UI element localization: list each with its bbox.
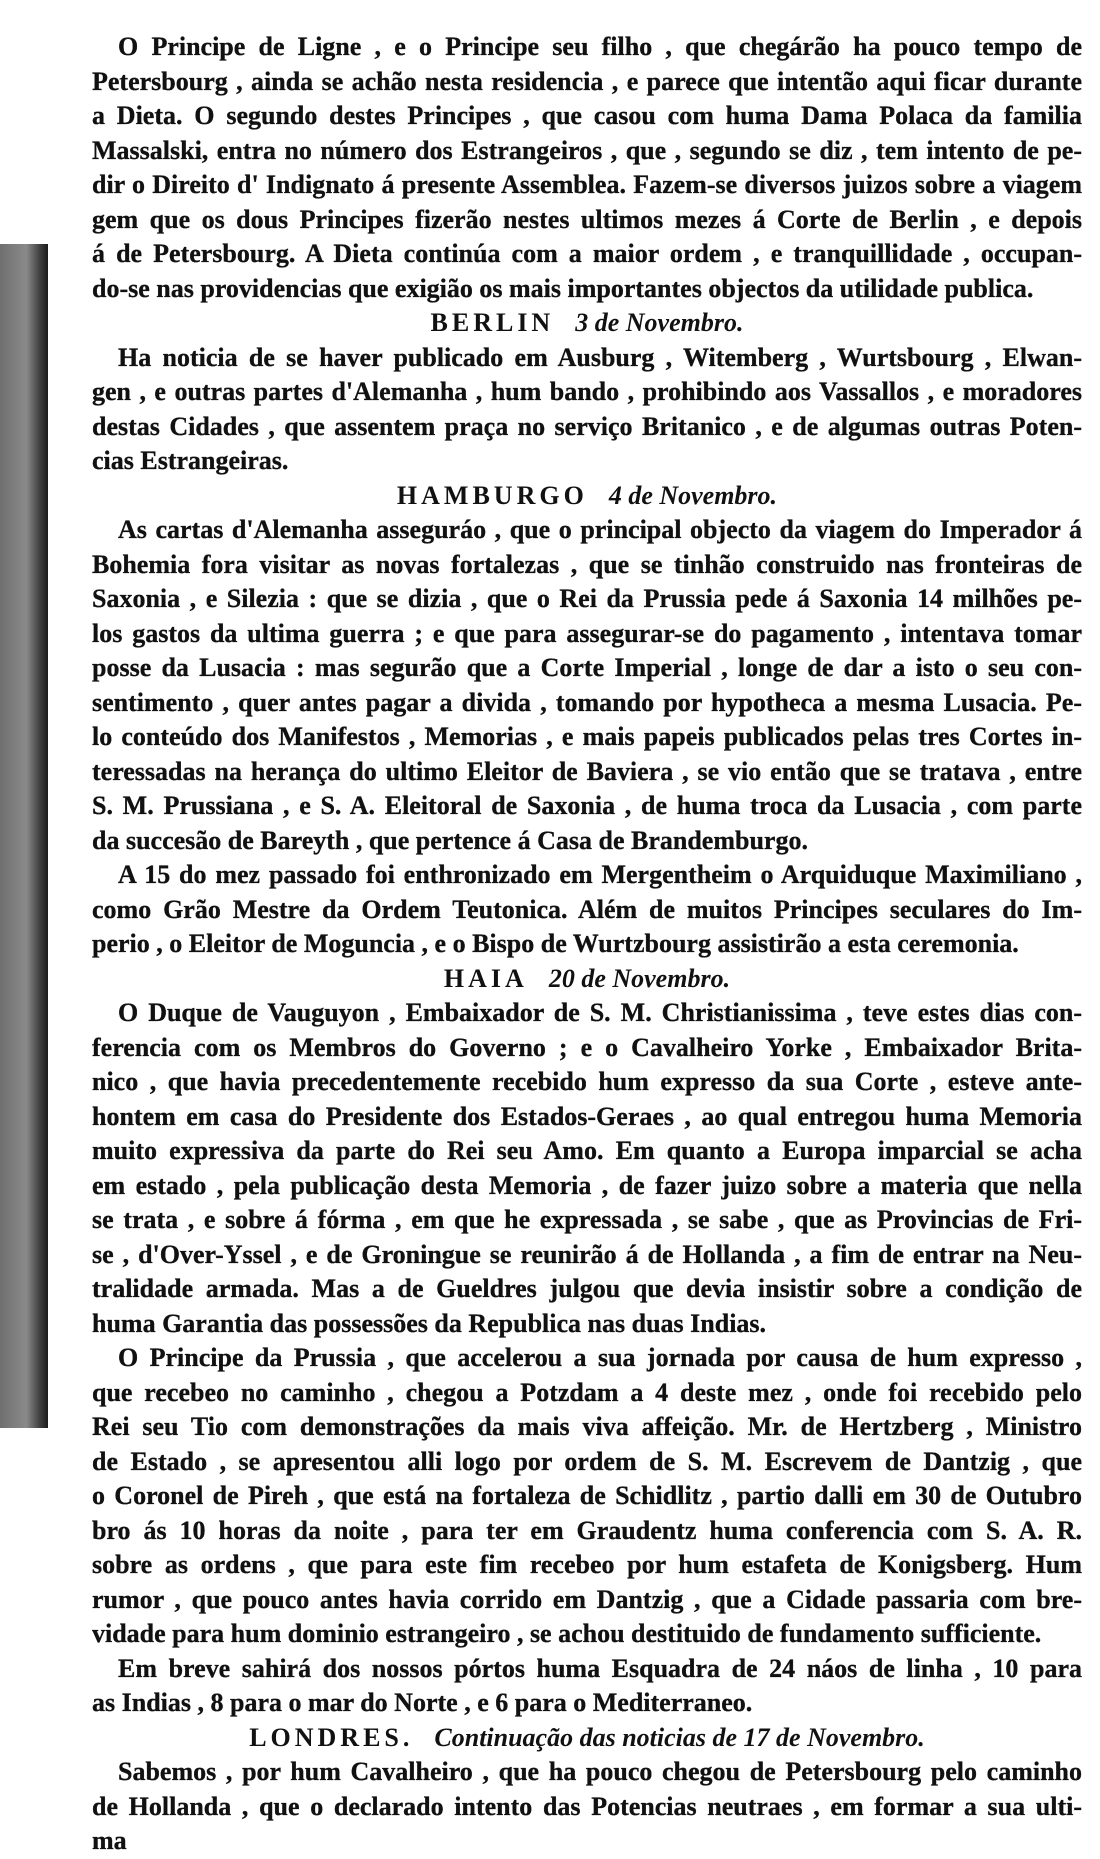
text-line: vidade para hum dominio estrangeiro , se achou destituido de fundamento sufficiente. <box>92 1619 1042 1648</box>
text-line: dir o Direito d' Indignato á presente Assemblea. Fazem-se diversos juizos sobre a viagem <box>92 170 1082 199</box>
text-line: Massalski, entra no número dos Estrangeiros , que , segundo se diz , tem intento de pe- <box>92 135 1082 165</box>
text-line: o Coronel de Pireh , que está na fortaleza de Schidlitz , partio dalli em 30 de Outubro <box>92 1481 1082 1510</box>
text-line: As cartas d'Alemanha asseguráo , que o principal objecto da viagem do Imperador á <box>118 515 1082 544</box>
text-line: huma Garantia das possessões da Republica nas duas Indias. <box>92 1308 767 1338</box>
text-line: á de Petersbourg. A Dieta continúa com a maior ordem , e tranquillidade , occupan- <box>92 239 1082 268</box>
article-paragraph <box>92 858 1082 962</box>
text-line: em estado , pela publicação desta Memoria , de fazer juizo sobre a materia que nella <box>92 1170 1082 1200</box>
dateline-city: HAIA <box>443 963 528 993</box>
text-line: Saxonia , e Silezia : que se dizia , que o Rei da Prussia pede á Saxonia 14 milhões pe- <box>92 584 1082 613</box>
text-line: Rei seu Tio com demonstrações da mais viva affeição. Mr. de Hertzberg , Ministro <box>92 1412 1082 1441</box>
dateline-heading <box>92 306 1082 341</box>
text-line: que recebeo no caminho , chegou a Potzdam a 4 deste mez , onde foi recebido pelo <box>92 1377 1082 1407</box>
dateline-city: HAMBURGO <box>396 480 588 510</box>
text-line: da succesão de Bareyth , que pertence á Casa de Brandemburgo. <box>92 825 808 855</box>
article-paragraph <box>92 996 1082 1341</box>
dateline-date: 20 de Novembro. <box>548 963 731 993</box>
text-line: de Estado , se apresentou alli logo por ordem de S. M. Escrevem de Dantzig , que <box>92 1446 1082 1476</box>
article-paragraph <box>92 1341 1082 1652</box>
text-line: Bohemia fora visitar as novas fortalezas , que se tinhão construido nas fronteiras de <box>92 549 1082 579</box>
text-line: posse da Lusacia : mas segurão que a Corte Imperial , longe de dar a isto o seu con- <box>92 653 1082 682</box>
text-line: do-se nas providencias que exigião os mais importantes objectos da utilidade publica. <box>92 273 1034 303</box>
text-line: O Principe de Ligne , e o Principe seu filho , que chegárão ha pouco tempo de <box>118 32 1082 61</box>
dateline-heading <box>92 962 1082 997</box>
text-line: de Hollanda , que o declarado intento das Potencias neutraes , em formar a sua ulti- <box>92 1791 1082 1821</box>
text-line: O Duque de Vauguyon , Embaixador de S. M. Christianissima , teve estes dias con- <box>118 998 1082 1027</box>
text-line: cias Estrangeiras. <box>92 446 289 475</box>
article-paragraph <box>92 30 1082 306</box>
article-paragraph <box>92 1652 1082 1721</box>
text-line: se trata , e sobre á fórma , em que he expressada , se sabe , que as Provincias de Fri- <box>92 1205 1082 1234</box>
text-line: as Indias , 8 para o mar do Norte , e 6 para o Mediterraneo. <box>92 1688 753 1717</box>
article-paragraph <box>92 1755 1082 1859</box>
text-line: Em breve sahirá dos nossos pórtos huma Esquadra de 24 náos de linha , 10 para <box>118 1653 1082 1683</box>
text-line: los gastos da ultima guerra ; e que para assegurar-se do pagamento , intentava tomar <box>92 618 1082 648</box>
text-line: ma <box>92 1826 127 1855</box>
article-paragraph <box>92 513 1082 858</box>
dateline-date: Continuação das noticias de 17 de Novembro. <box>434 1722 925 1752</box>
text-line: sentimento , quer antes pagar a divida , tomando por hypotheca a mesma Lusacia. Pe- <box>92 687 1082 717</box>
text-line: hontem em casa do Presidente dos Estados-Geraes , ao qual entregou huma Memoria <box>92 1101 1082 1131</box>
dateline-heading <box>92 1721 1082 1756</box>
text-line: se , d'Over-Yssel , e de Groningue se reunirão á de Hollanda , a fim de entrar na Neu- <box>92 1239 1082 1269</box>
article-paragraph <box>92 341 1082 479</box>
text-line: destas Cidades , que assentem praça no serviço Britanico , e de algumas outras Poten- <box>92 411 1082 441</box>
text-line: como Grão Mestre da Ordem Teutonica. Além de muitos Principes seculares do Im- <box>92 894 1082 924</box>
text-line: bro ás 10 horas da noite , para ter em Graudentz huma conferencia com S. A. R. <box>92 1515 1082 1545</box>
dateline-date: 4 de Novembro. <box>608 480 778 510</box>
text-line: nico , que havia precedentemente recebido hum expresso da sua Corte , esteve ante- <box>92 1067 1082 1096</box>
text-line: A 15 do mez passado foi enthronizado em Mergentheim o Arquiduque Maximiliano , <box>118 860 1082 889</box>
text-line: O Principe da Prussia , que accelerou a sua jornada por causa de hum expresso , <box>118 1343 1082 1372</box>
dateline-heading <box>92 479 1082 514</box>
gazette-page <box>92 30 1082 1855</box>
text-line: gen , e outras partes d'Alemanha , hum bando , prohibindo aos Vassallos , e moradores <box>92 377 1082 406</box>
text-line: teressadas na herança do ultimo Eleitor de Baviera , se vio então que se tratava , entre <box>92 756 1082 786</box>
dateline-city: LONDRES. <box>249 1722 414 1752</box>
text-line: gem que os dous Principes fizerão nestes ultimos mezes á Corte de Berlin , e depois <box>92 204 1082 234</box>
text-line: tralidade armada. Mas a de Gueldres julgou que devia insistir sobre a condição de <box>92 1274 1082 1303</box>
text-line: Ha noticia de se haver publicado em Ausburg , Witemberg , Wurtsbourg , Elwan- <box>118 342 1082 372</box>
dateline-date: 3 de Novembro. <box>575 308 744 337</box>
dateline-city: BERLIN <box>430 308 555 337</box>
text-line: ferencia com os Membros do Governo ; e o Cavalheiro Yorke , Embaixador Brita- <box>92 1032 1082 1062</box>
scan-page-edge <box>0 244 48 1428</box>
text-line: rumor , que pouco antes havia corrido em Dantzig , que a Cidade passaria com bre- <box>92 1584 1082 1614</box>
text-line: muito expressiva da parte do Rei seu Amo. Em quanto a Europa imparcial se acha <box>92 1136 1082 1165</box>
text-line: Petersbourg , ainda se achão nesta residencia , e parece que intentão aqui ficar durante <box>92 66 1082 96</box>
text-line: perio , o Eleitor de Moguncia , e o Bispo de Wurtzbourg assistirão a esta ceremonia. <box>92 929 1019 958</box>
text-line: sobre as ordens , que para este fim recebeo por hum estafeta de Konigsberg. Hum <box>92 1550 1082 1579</box>
text-line: S. M. Prussiana , e S. A. Eleitoral de Saxonia , de huma troca da Lusacia , com parte <box>92 791 1082 820</box>
text-line: lo conteúdo dos Manifestos , Memorias , e mais papeis publicados pelas tres Cortes in- <box>92 722 1082 751</box>
text-line: Sabemos , por hum Cavalheiro , que ha pouco chegou de Petersbourg pelo caminho <box>118 1757 1082 1786</box>
text-line: a Dieta. O segundo destes Principes , que casou com huma Dama Polaca da familia <box>92 101 1082 130</box>
